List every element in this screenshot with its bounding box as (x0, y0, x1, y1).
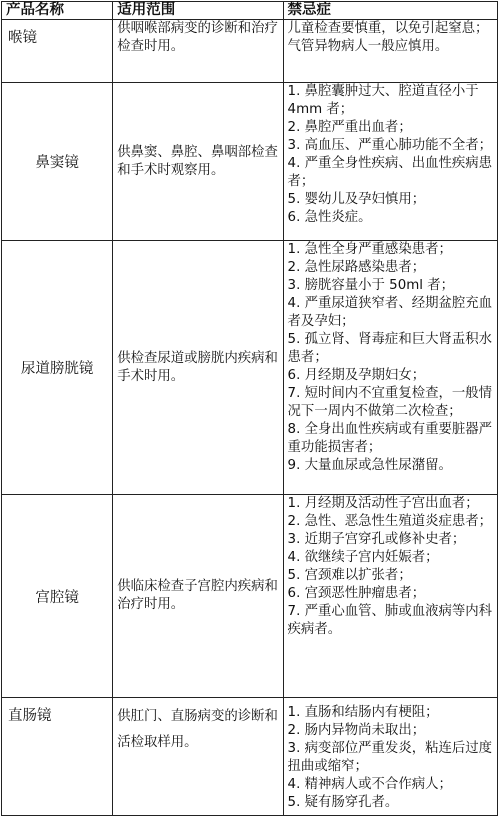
table-row (2, 698, 498, 816)
product-name: 鼻窦镜 (2, 83, 113, 241)
product-name: 尿道膀胱镜 (2, 241, 113, 495)
contraindication-item: 5. 婴幼儿及孕妇慎用； (287, 192, 426, 207)
header-scope: 适用范围 (113, 2, 283, 20)
contraindication-item: 5. 宫颈难以扩张者； (287, 568, 412, 583)
contraindication-item: 3. 近期子宫穿孔或修补史者； (287, 532, 466, 547)
contraindication-item: 1. 急性全身严重感染患者； (287, 242, 452, 257)
contraindication-item: 2. 急性尿路感染患者； (287, 260, 426, 275)
contraindication-item: 6. 急性炎症。 (287, 210, 372, 225)
contraindication-item: 4. 严重尿道狭窄者、经期盆腔充血者及孕妇； (287, 296, 493, 329)
contraindication-list (283, 495, 497, 698)
contraindication-list (283, 83, 497, 241)
contraindication-item: 8. 全身出血性疾病或有重要脏器严重功能损害者； (287, 422, 493, 455)
contraindication-item: 2. 鼻腔严重出血者； (287, 120, 412, 135)
contraindication-item: 5. 疑有肠穿孔者。 (287, 795, 399, 810)
contraindication-item: 6. 宫颈恶性肿瘤患者； (287, 586, 426, 601)
table-row (2, 241, 498, 495)
table-header-row (2, 2, 498, 20)
contraindication-item: 3. 高血压、严重心肺功能不全者； (287, 138, 493, 153)
product-name: 直肠镜 (2, 698, 113, 816)
product-name: 喉镜 (2, 20, 113, 83)
contraindication-item: 3. 膀胱容量小于 50ml 者； (287, 278, 455, 293)
table-row (2, 83, 498, 241)
contraindication-item: 气管异物病人一般应慎用。 (287, 39, 449, 54)
contraindication-item: 1. 鼻腔囊肿过大、腔道直径小于 4mm 者； (287, 84, 479, 117)
product-name: 宫腔镜 (2, 495, 113, 698)
contraindication-list (283, 241, 497, 495)
table-row (2, 495, 498, 698)
contraindication-item: 4. 精神病人或不合作病人； (287, 777, 452, 792)
header-product-name: 产品名称 (2, 2, 113, 20)
device-table (1, 1, 498, 816)
contraindication-list (283, 20, 497, 83)
contraindication-item: 6. 月经期及孕期妇女； (287, 368, 426, 383)
contraindication-item: 5. 孤立肾、肾毒症和巨大肾盂积水患者； (287, 332, 493, 365)
contraindication-item: 1. 直肠和结肠内有梗阻； (287, 705, 439, 720)
scope-text: 供鼻窦、鼻腔、鼻咽部检查和手术时观察用。 (113, 83, 283, 241)
contraindication-item: 9. 大量血尿或急性尿潴留。 (287, 458, 452, 473)
contraindication-item: 7. 短时间内不宜重复检查，一般情况下一周内不做第二次检查； (287, 386, 493, 419)
scope-text: 供检查尿道或膀胱内疾病和手术时用。 (113, 241, 283, 495)
scope-text: 供咽喉部病变的诊断和治疗检查时用。 (113, 20, 283, 83)
contraindication-item: 4. 欲继续子宫内妊娠者； (287, 550, 439, 565)
contraindication-item: 2. 肠内异物尚未取出； (287, 723, 426, 738)
contraindication-item: 4. 严重全身性疾病、出血性疾病患者； (287, 156, 493, 189)
contraindication-item: 3. 病变部位严重发炎，粘连后过度扭曲或缩窄； (287, 741, 493, 774)
contraindication-list (283, 698, 497, 816)
header-contraindications: 禁忌症 (283, 2, 497, 20)
contraindication-item: 2. 急性、恶急性生殖道炎症患者； (287, 514, 493, 529)
table-row (2, 20, 498, 83)
contraindication-item: 7. 严重心血管、肺或血液病等内科疾病者。 (287, 604, 493, 637)
contraindication-item: 1. 月经期及活动性子宫出血者； (287, 496, 479, 511)
contraindication-item: 儿童检查要慎重，以免引起窒息； (287, 21, 489, 36)
scope-text: 供肛门、直肠病变的诊断和活检取样用。 (113, 698, 283, 816)
scope-text: 供临床检查子宫腔内疾病和治疗时用。 (113, 495, 283, 698)
